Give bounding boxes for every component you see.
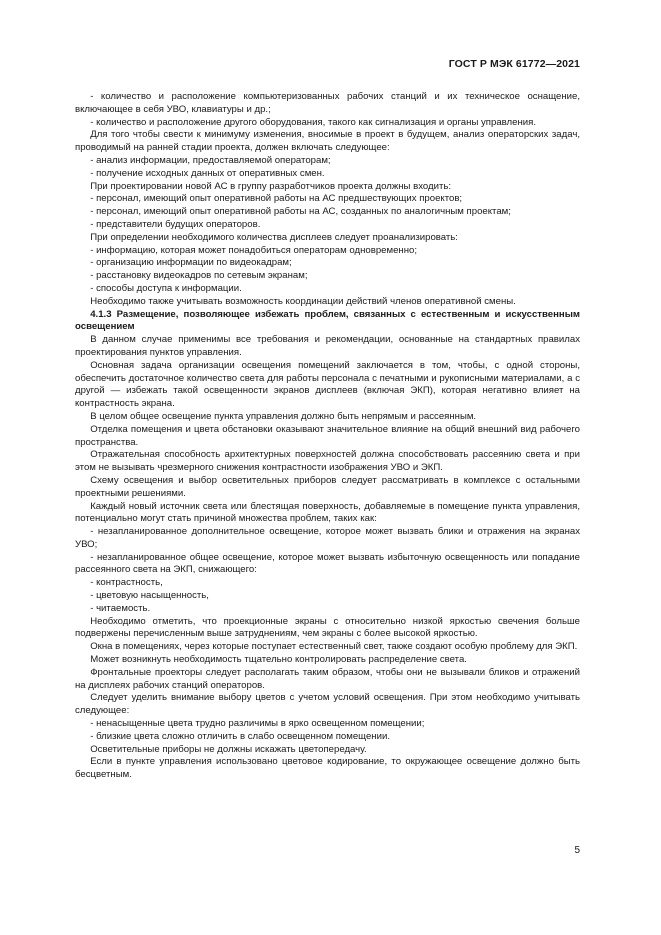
- paragraph: Отделка помещения и цвета обстановки оказывают значительное влияние на общий внешний вид рабочего пространства.: [75, 423, 580, 448]
- paragraph: - незапланированное дополнительное освещение, которое может вызвать блики и отражения на экранах УВО;: [75, 526, 580, 550]
- paragraph: - расстановку видеокадров по сетевым экранам;: [90, 270, 308, 282]
- paragraph: - ненасыщенные цвета трудно различимы в ярко освещенном помещении;: [90, 718, 425, 730]
- paragraph: - способы доступа к информации.: [90, 282, 242, 294]
- document-header: ГОСТ Р МЭК 61772—2021: [448, 58, 580, 70]
- paragraph: - персонал, имеющий опыт оперативной работы на АС, созданных по аналогичным проектам;: [90, 206, 511, 218]
- paragraph: - анализ информации, предоставляемой операторам;: [90, 154, 331, 166]
- paragraph: Схему освещения и выбор осветительных приборов следует рассматривать в комплексе с остальными проектными решениями.: [75, 474, 580, 499]
- paragraph: Необходимо отметить, что проекционные экраны с относительно низкой яркостью свечения больше подвержены перечисленным выше затруднениям, чем экраны с более высокой яркостью.: [75, 615, 580, 640]
- paragraph: Может возникнуть необходимость тщательно контролировать распределение света.: [90, 654, 467, 666]
- paragraph: - представители будущих операторов.: [90, 218, 261, 230]
- paragraph: - незапланированное общее освещение, которое может вызвать избыточную освещенность или попадание рассеянного света на ЭКП, снижающего:: [75, 551, 580, 576]
- paragraph: - читаемость.: [90, 602, 151, 614]
- document-body: [75, 91, 580, 782]
- paragraph: - контрастность,: [90, 577, 163, 589]
- paragraph: В целом общее освещение пункта управления должно быть непрямым и рассеянным.: [90, 410, 477, 422]
- paragraph: Следует уделить внимание выбору цветов с учетом условий освещения. При этом необходимо учитывать следующее:: [75, 692, 580, 717]
- paragraph: - цветовую насыщенность,: [90, 590, 209, 602]
- paragraph: Основная задача организации освещения помещений заключается в том, чтобы, с одной стороны, обеспечить достаточное количество света для работы персонала с печатными и рукописными материалами, а с другой — избежать такой освещенности экранов дисплеев (включая ЭКП), которая негативно влияет на контрастность экрана.: [75, 359, 580, 410]
- paragraph: - близкие цвета сложно отличить в слабо освещенном помещении.: [90, 730, 390, 742]
- paragraph: - информацию, которая может понадобиться операторам одновременно;: [90, 244, 418, 256]
- page-number: 5: [574, 845, 580, 856]
- paragraph: Окна в помещениях, через которые поступает естественный свет, также создают особую проблему для ЭКП.: [90, 641, 578, 653]
- paragraph: Каждый новый источник света или блестящая поверхность, добавляемые в помещение пункта управления, потенциально могут стать причиной множества проблем, таких как:: [75, 500, 580, 525]
- paragraph: В данном случае применимы все требования и рекомендации, основанные на стандартных правилах проектирования пунктов управления.: [75, 334, 580, 358]
- section-heading: 4.1.3 Размещение, позволяющее избежать проблем, связанных с естественным и искусственным освещением: [75, 308, 580, 333]
- paragraph: - получение исходных данных от оперативных смен.: [90, 167, 325, 179]
- paragraph: - количество и расположение другого оборудования, такого как сигнализация и органы управления.: [90, 116, 536, 128]
- paragraph: Если в пункте управления использовано цветовое кодирование, то окружающее освещение должно быть бесцветным.: [75, 756, 580, 781]
- paragraph: Необходимо также учитывать возможность координации действий членов оперативной смены.: [90, 295, 516, 307]
- paragraph: При определении необходимого количества дисплеев следует проанализировать:: [90, 231, 458, 243]
- paragraph: - количество и расположение компьютеризованных рабочих станций и их техническое оснащение, включающее в себя УВО, клавиатуры и др.;: [75, 91, 580, 115]
- paragraph: При проектировании новой АС в группу разработчиков проекта должны входить:: [90, 180, 452, 192]
- paragraph: Фронтальные проекторы следует располагать таким образом, чтобы они не вызывали бликов и отражений на дисплеях рабочих станций операторов.: [75, 666, 580, 691]
- paragraph: Отражательная способность архитектурных поверхностей должна способствовать рассеянию света и при этом не вызывать чрезмерного снижения контрастности изображения УВО и ЭКП.: [75, 449, 580, 474]
- paragraph: - организацию информации по видеокадрам;: [90, 257, 292, 269]
- paragraph: - персонал, имеющий опыт оперативной работы на АС предшествующих проектов;: [90, 193, 463, 205]
- paragraph: Для того чтобы свести к минимуму изменения, вносимые в проект в будущем, анализ операторских задач, проводимый на ранней стадии проекта, должен включать следующее:: [75, 129, 580, 154]
- paragraph: Осветительные приборы не должны искажать цветопередачу.: [90, 743, 367, 755]
